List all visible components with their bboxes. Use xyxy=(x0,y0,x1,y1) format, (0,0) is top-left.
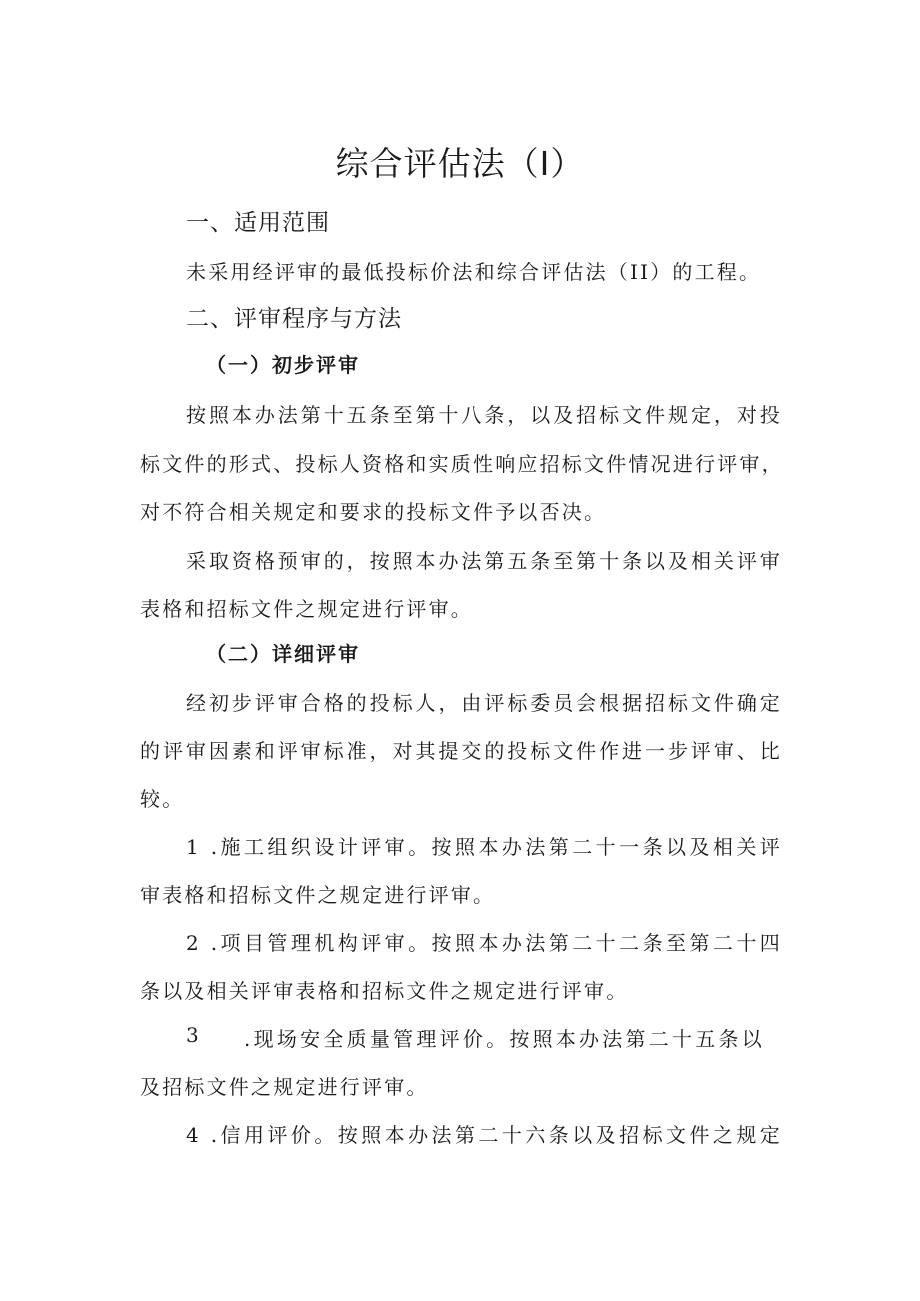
detailed-paragraph-line: 的评审因素和评审标准，对其提交的投标文件作进一步评审、比 xyxy=(140,739,782,763)
detailed-paragraph-line: 经初步评审合格的投标人，由评标委员会根据招标文件确定 xyxy=(186,691,782,715)
preliminary-paragraph-line: 按照本办法第十五条至第十八条，以及招标文件规定，对投 xyxy=(186,403,782,427)
item-4-line: 4 .信用评价。按照本办法第二十六条以及招标文件之规定 xyxy=(186,1123,782,1147)
item-1-line: 审表格和招标文件之规定进行评审。 xyxy=(140,883,496,907)
item-2-line: 条以及相关评审表格和招标文件之规定进行评审。 xyxy=(140,979,629,1003)
section-heading-procedure: 二、评审程序与方法 xyxy=(186,306,402,332)
item-3-line: .现场安全质量管理评价。按照本办法第二十五条以 xyxy=(244,1027,764,1051)
scope-paragraph: 未采用经评审的最低投标价法和综合评估法（II）的工程。 xyxy=(186,260,762,284)
prequalification-paragraph-line: 表格和招标文件之规定进行评审。 xyxy=(140,597,473,621)
subsection-heading-preliminary: （一）初步评审 xyxy=(206,353,360,377)
section-heading-scope: 一、适用范围 xyxy=(186,210,330,236)
item-2-line: 2 .项目管理机构评审。按照本办法第二十二条至第二十四 xyxy=(186,931,782,955)
detailed-paragraph-line: 较。 xyxy=(140,787,185,811)
preliminary-paragraph-line: 标文件的形式、投标人资格和实质性响应招标文件情况进行评审， xyxy=(140,452,784,476)
item-3-line: 及招标文件之规定进行评审。 xyxy=(140,1075,429,1099)
item-1-line: 1 .施工组织设计评审。按照本办法第二十一条以及相关评 xyxy=(186,835,782,859)
item-3-number: 3 xyxy=(186,1023,201,1047)
preliminary-paragraph-line: 对不符合相关规定和要求的投标文件予以否决。 xyxy=(140,500,607,524)
document-title: 综合评估法（I） xyxy=(335,144,585,183)
prequalification-paragraph-line: 采取资格预审的，按照本办法第五条至第十条以及相关评审 xyxy=(186,549,782,573)
subsection-heading-detailed: （二）详细评审 xyxy=(206,642,360,666)
